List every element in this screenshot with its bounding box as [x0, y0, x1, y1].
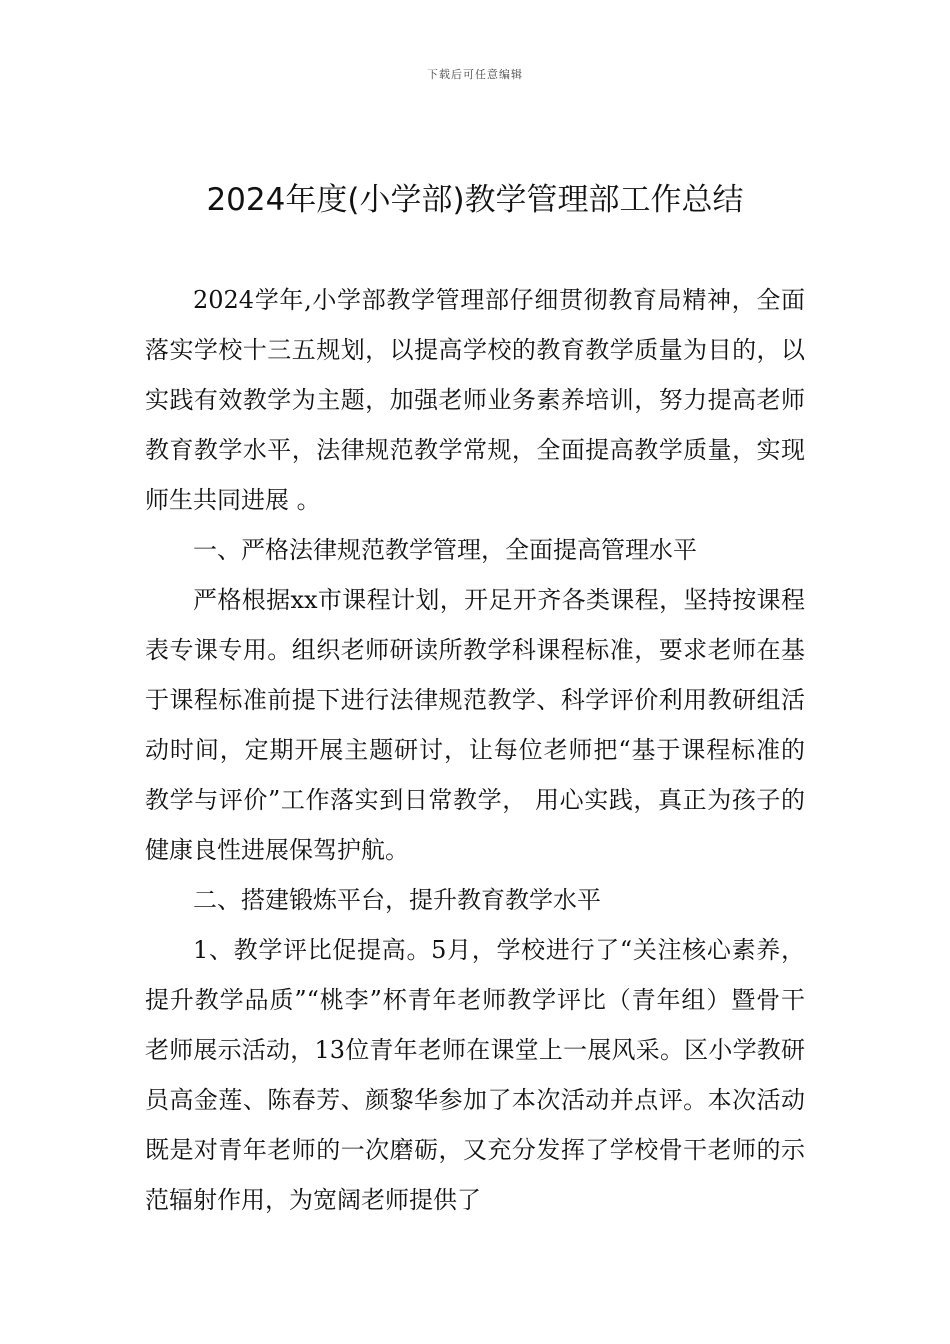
paragraph-section-2-item-1: 1、教学评比促提高。5月，学校进行了“关注核心素养，提升教学品质”“桃李”杯青年老师教学评比（青年组）暨骨干老师展示活动，13位青年老师在课堂上一展风采。区小学教研员高金莲、陈春芳、颜黎华参加了本次活动并点评。本次活动既是对青年老师的一次磨砺，又充分发挥了学校骨干老师的示范辐射作用，为宽阔老师提供了: [145, 936, 805, 1214]
document-title: 2024年度(小学部)教学管理部工作总结: [206, 182, 744, 218]
document-body: [145, 275, 805, 1225]
paragraph-section-1: 严格根据xx市课程计划，开足开齐各类课程，坚持按课程表专课专用。组织老师研读所教学科课程标准，要求老师在基于课程标准前提下进行法律规范教学、科学评价利用教研组活动时间，定期开展主题研讨，让每位老师把“基于课程标准的教学与评价”工作落实到日常教学， 用心实践，真正为孩子的健康良性进展保驾护航。: [145, 586, 805, 864]
paragraph-intro: 2024学年,小学部教学管理部仔细贯彻教育局精神，全面落实学校十三五规划，以提高学校的教育教学质量为目的，以实践有效教学为主题，加强老师业务素养培训，努力提高老师教育教学水平，法律规范教学常规，全面提高教学质量，实现师生共同进展 。: [145, 286, 805, 514]
section-heading-2: 二、搭建锻炼平台，提升教育教学水平: [193, 886, 601, 914]
section-heading-1: 一、严格法律规范教学管理，全面提高管理水平: [193, 536, 697, 564]
header-note: 下载后可任意编辑: [427, 68, 523, 81]
